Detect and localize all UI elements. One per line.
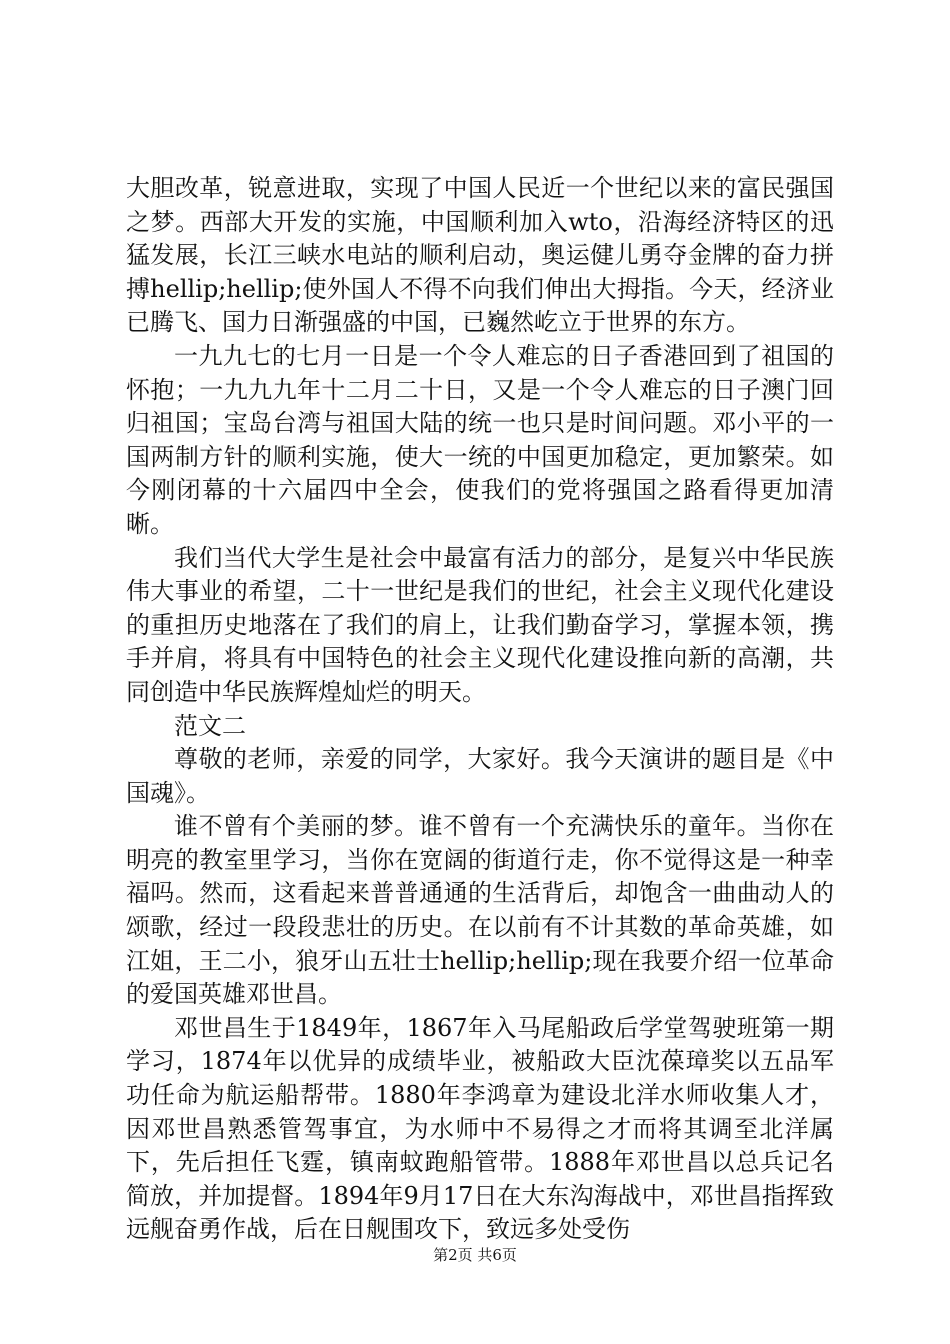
page-footer: 第2页 共6页	[433, 1246, 517, 1264]
paragraph-greeting: 尊敬的老师，亲爱的同学，大家好。我今天演讲的题目是《中国魂》。	[126, 745, 834, 807]
paragraph-2: 一九九七的七月一日是一个令人难忘的日子香港回到了祖国的怀抱；一九九九年十二月二十日，又是一个令人难忘的日子澳门回归祖国；宝岛台湾与祖国大陆的统一也只是时间问题。邓小平的一国两制方针的顺利实施，使大一统的中国更加稳定，更加繁荣。如今刚闭幕的十六届四中全会，使我们的党将强国之路看得更加清晰。	[126, 341, 834, 538]
paragraph-1: 大胆改革，锐意进取，实现了中国人民近一个世纪以来的富民强国之梦。西部大开发的实施，中国顺利加入wto，沿海经济特区的迅猛发展，长江三峡水电站的顺利启动，奥运健儿勇夺金牌的奋力拼搏hellip;hellip;使外国人不得不向我们伸出大拇指。今天，经济业已腾飞、国力日渐强盛的中国，已巍然屹立于世界的东方。	[126, 174, 834, 337]
body-text	[126, 172, 834, 1247]
paragraph-5: 谁不曾有个美丽的梦。谁不曾有一个充满快乐的童年。当你在明亮的教室里学习，当你在宽阔的街道行走，你不觉得这是一种幸福吗。然而，这看起来普普通通的生活背后，却饱含一曲曲动人的颂歌，经过一段段悲壮的历史。在以前有不计其数的革命英雄，如江姐，王二小，狼牙山五壮士hellip;hellip;现在我要介绍一位革命的爱国英雄邓世昌。	[126, 812, 834, 1009]
paragraph-6: 邓世昌生于1849年，1867年入马尾船政后学堂驾驶班第一期学习，1874年以优异的成绩毕业，被船政大臣沈葆璋奖以五品军功任命为航运船帮带。1880年李鸿章为建设北洋水师收集人才，因邓世昌熟悉管驾事宜，为水师中不易得之才而将其调至北洋属下，先后担任飞霆，镇南蚊跑船管带。1888年邓世昌以总兵记名简放，并加提督。1894年9月17日在大东沟海战中，邓世昌指挥致远舰奋勇作战，后在日舰围攻下，致远多处受伤	[126, 1013, 834, 1244]
section-heading: 范文二	[174, 711, 246, 740]
paragraph-3: 我们当代大学生是社会中最富有活力的部分，是复兴中华民族伟大事业的希望，二十一世纪是我们的世纪，社会主义现代化建设的重担历史地落在了我们的肩上，让我们勤奋学习，掌握本领，携手并肩，将具有中国特色的社会主义现代化建设推向新的高潮，共同创造中华民族辉煌灿烂的明天。	[126, 543, 834, 706]
